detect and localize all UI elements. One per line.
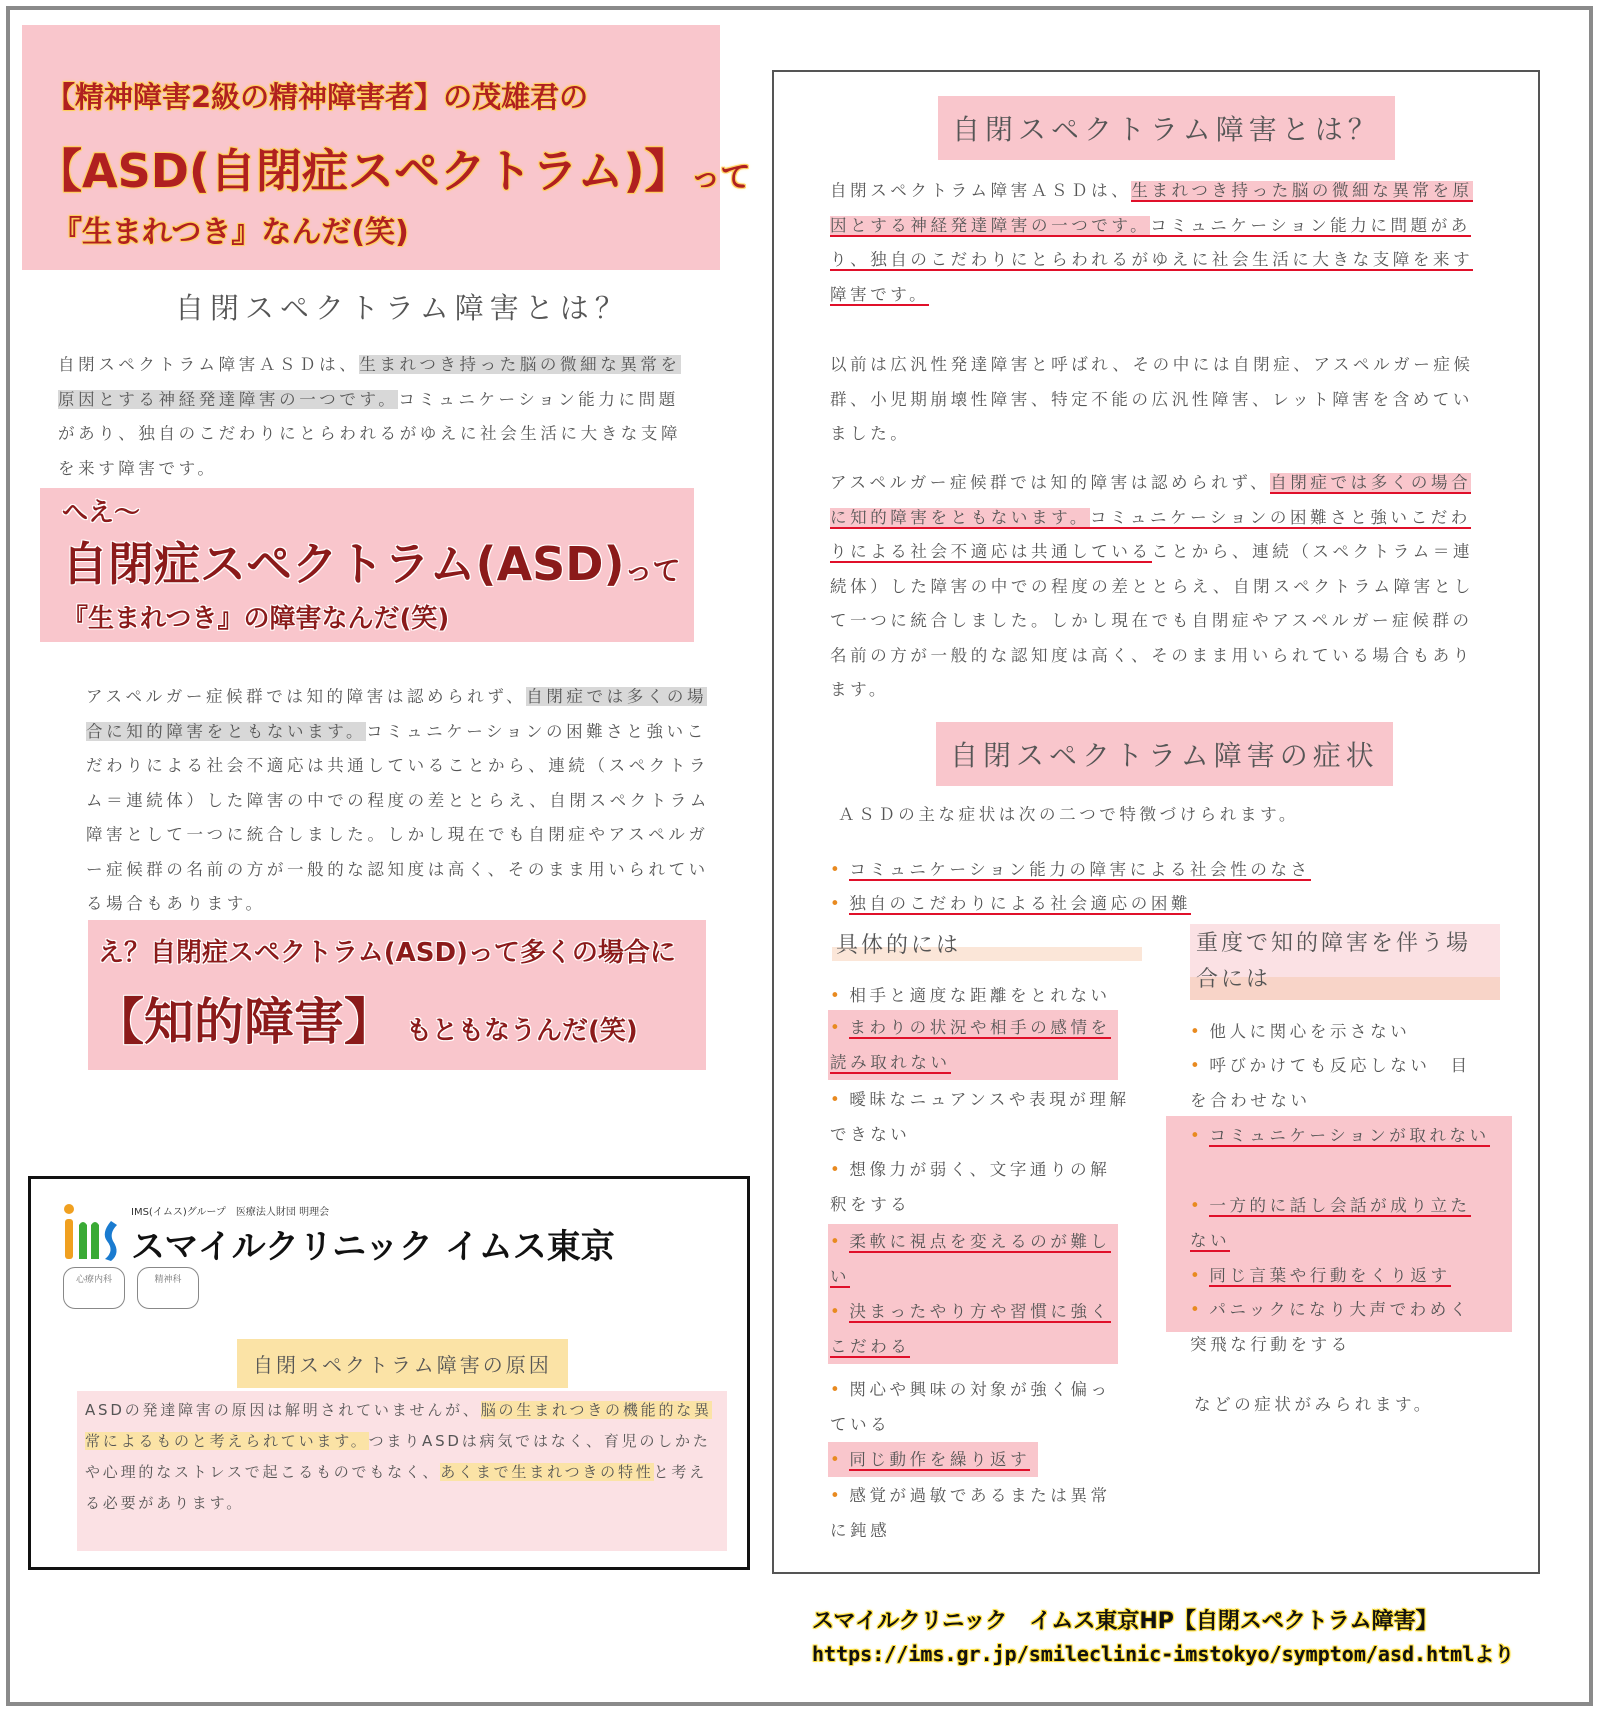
dept-psychiatry-badge: 精神科	[137, 1267, 199, 1309]
col1-item-9: • 感覚が過敏であるまたは異常に鈍感	[830, 1486, 1111, 1540]
col1-item-4-label: 想像力が弱く、文字通りの解釈をする	[830, 1160, 1111, 1214]
col1-title: 具体的には	[832, 926, 1142, 961]
col1-item-5-label: 柔軟に視点を変えるのが難しい	[830, 1232, 1111, 1286]
col2-item-1-label: 他人に関心を示さない	[1209, 1022, 1411, 1041]
caption-box-3	[88, 920, 706, 1070]
right-paragraph-2: 以前は広汎性発達障害と呼ばれ、その中には自閉症、アスペルガー症候群、小児期崩壊性障害、特定不能の広汎性障害、レット障害を含めていました。	[830, 355, 1474, 443]
col2-item-4: • 一方的に話し会話が成り立たない	[1190, 1196, 1471, 1250]
col1-item-6: • 決まったやり方や習慣に強くこだわる	[828, 1294, 1118, 1364]
col1-item-7: • 関心や興味の対象が強く偏っている	[830, 1380, 1111, 1434]
col2-item-2-label: 呼びかけても反応しない 目を合わせない	[1190, 1056, 1471, 1110]
left-p2-highlight: 自閉症では多くの場合に知的障害をともないます。	[86, 687, 708, 741]
col1-item-1-label: 相手と適度な距離をとれない	[849, 986, 1111, 1005]
col2-item-3-label: コミュニケーションが取れない	[1209, 1126, 1490, 1145]
left-paragraph-1	[58, 348, 698, 486]
col1-item-5: • 柔軟に視点を変えるのが難しい	[828, 1224, 1118, 1294]
clinic-cause-text	[85, 1395, 715, 1519]
col1-item-9-label: 感覚が過敏であるまたは異常に鈍感	[830, 1486, 1111, 1540]
left-p1-highlight: 生まれつき持った脳の微細な異常を原因とする神経発達障害の一つです。	[58, 355, 681, 409]
right-paragraph-1	[830, 174, 1490, 312]
main-symptom-2-label: 独自のこだわりによる社会適応の困難	[849, 894, 1192, 913]
caption2-line2	[62, 528, 681, 594]
col1-item-8: • 同じ動作を繰り返す	[828, 1442, 1038, 1477]
caption3-line2	[94, 982, 638, 1054]
bullet-dot-icon: •	[830, 894, 844, 913]
caption1-line1: 【精神障害2級の精神障害者】の茂雄君の	[46, 80, 589, 114]
col1-item-7-label: 関心や興味の対象が強く偏っている	[830, 1380, 1111, 1434]
clinic-cause-heading: 自閉スペクトラム障害の原因	[237, 1339, 568, 1388]
clinic-highlight-1: 脳の生まれつきの機能的な異常によるものと考えられています。	[85, 1401, 712, 1450]
caption2-line1: へえ～	[62, 498, 141, 528]
col1-item-2-label: まわりの状況や相手の感情を読み取れない	[830, 1018, 1111, 1072]
right-paragraph-3	[830, 466, 1490, 708]
left-p1-text-b: コミュニケーション能力に問題があり、独自のこだわりにとらわれるがゆえに社会生活に大きな支障を来す障害です。	[58, 389, 682, 478]
col2-item-1: • 他人に関心を示さない	[1190, 1022, 1411, 1041]
col1-item-2: • まわりの状況や相手の感情を読み取れない	[828, 1010, 1118, 1080]
caption1-line3: 『生まれつき』なんだ(笑)	[52, 215, 409, 250]
left-paragraph-2	[86, 680, 726, 922]
left-p2-text-a: アスペルガー症候群では知的障害は認められず、	[86, 687, 527, 706]
main-symptom-2	[830, 886, 1191, 921]
col2-item-6: • パニックになり大声でわめく突飛な行動をする	[1190, 1300, 1470, 1354]
right-heading-2: 自閉スペクトラム障害の症状	[936, 722, 1393, 786]
caption3-line2-big: 【知的障害】	[94, 993, 394, 1051]
caption1-line2-tail: って	[690, 160, 751, 195]
right-p3-text-a: アスペルガー症候群では知的障害は認められず、	[830, 473, 1271, 492]
col1-item-8-label: 同じ動作を繰り返す	[849, 1450, 1031, 1469]
dept-psychosomatic-badge: 心療内科	[63, 1267, 125, 1309]
right-p3-highlight: 自閉症では多くの場合に知的障害をともないます。	[830, 473, 1472, 527]
caption-box-1	[22, 25, 751, 270]
right-p1-underline-2: コミュニケーション能力に問題があり、独自のこだわりにとらわれるがゆえに社会生活に大きな支障を来す障害です。	[830, 215, 1474, 304]
col2-item-6-label: パニックになり大声でわめく突飛な行動をする	[1190, 1300, 1470, 1354]
col2-item-3: • コミュニケーションが取れない	[1190, 1126, 1490, 1145]
caption3-line1: え？自閉症スペクトラム(ASD)って多くの場合に	[98, 938, 676, 968]
caption-box-2	[40, 488, 694, 642]
left-p1-text-a: 自閉スペクトラム障害ＡＳＤは、	[58, 355, 360, 374]
clinic-group-label: IMS(イムス)グループ 医療法人財団 明理会	[131, 1207, 330, 1218]
main-symptom-1-label: コミュニケーション能力の障害による社会性のなさ	[849, 860, 1311, 879]
clinic-text-b: つまりASDは病気ではなく、育児のしかたや心理的なストレスで起こるものでもなく、	[85, 1432, 711, 1481]
symptom-closing: などの症状がみられます。	[1194, 1395, 1434, 1414]
footer-source-url: https://ims.gr.jp/smileclinic-imstokyo/symptom/asd.htmlより	[812, 1642, 1515, 1666]
col1-item-4: • 想像力が弱く、文字通りの解釈をする	[830, 1160, 1111, 1214]
caption3-line2-tail: もともなうんだ(笑)	[406, 1016, 638, 1046]
col1-item-1: • 相手と適度な距離をとれない	[830, 986, 1111, 1005]
col2-item-4-label: 一方的に話し会話が成り立たない	[1190, 1196, 1471, 1250]
left-p2-text-b: コミュニケーションの困難さと強いこだわりによる社会不適応は共通していることから、連続（スペクトラム＝連続体）した障害の中での程度の差ととらえ、自閉スペクトラム障害として一つに統合しました。しかし現在でも自閉症やアスペルガー症候群の名前の方が一般的な認知度は高く、そのまま用いられている場合もあります。	[86, 721, 710, 913]
right-p3-underline: コミュニケーションの困難さと強いこだわりによる社会不適応は共通している	[830, 507, 1471, 561]
clinic-text-a: ASDの発達障害の原因は解明されていませんが、	[85, 1401, 481, 1419]
right-heading-1: 自閉スペクトラム障害とは？	[938, 96, 1395, 160]
left-heading: 自閉スペクトラム障害とは？	[175, 291, 630, 325]
ims-logo-icon	[61, 1203, 121, 1263]
right-panel	[772, 70, 1540, 1574]
col2-item-5-label: 同じ言葉や行動をくり返す	[1209, 1266, 1451, 1285]
clinic-highlight-2: あくまで生まれつきの特性	[440, 1463, 654, 1481]
main-symptom-1	[830, 852, 1311, 887]
col2-title: 重度で知的障害を伴う場合には	[1190, 924, 1500, 1000]
footer-source-title: スマイルクリニック イムス東京HP【自閉スペクトラム障害】	[812, 1609, 1438, 1634]
right-p1-underline-1: 生まれつき持った脳の微細な異常を原因とする神経発達障害の一つです。	[830, 181, 1473, 235]
caption2-line3: 『生まれつき』の障害なんだ(笑)	[62, 604, 450, 634]
col1-item-6-label: 決まったやり方や習慣に強くこだわる	[830, 1302, 1111, 1356]
right-p3-text-b: ことから、連続（スペクトラム＝連続体）した障害の中での程度の差ととらえ、自閉スペクトラム障害として一つに統合しました。しかし現在でも自閉症やアスペルガー症候群の名前の方が一般的な認知度は高く、そのまま用いられている場合もあります。	[830, 542, 1475, 699]
caption2-line2-tail: って	[624, 554, 681, 587]
symptom-intro: ＡＳＤの主な症状は次の二つで特徴づけられます。	[838, 805, 1299, 824]
caption1-line2-big: 【ASD(自閉症スペクトラム)】	[36, 144, 691, 198]
col1-item-3-label: 曖昧なニュアンスや表現が理解できない	[830, 1090, 1130, 1144]
caption1-line2	[36, 135, 751, 201]
right-p1-text-a: 自閉スペクトラム障害ＡＳＤは、	[830, 181, 1132, 200]
col2-item-2: • 呼びかけても反応しない 目を合わせない	[1190, 1056, 1471, 1110]
clinic-box	[28, 1176, 750, 1570]
col2-item-5: • 同じ言葉や行動をくり返す	[1190, 1266, 1451, 1285]
col1-item-3: • 曖昧なニュアンスや表現が理解できない	[830, 1090, 1130, 1144]
bullet-dot-icon: •	[830, 860, 844, 879]
clinic-text-c: と考える必要があります。	[85, 1463, 707, 1512]
caption2-line2-big: 自閉症スペクトラム(ASD)	[62, 537, 625, 591]
clinic-name: スマイルクリニック イムス東京	[131, 1227, 615, 1267]
